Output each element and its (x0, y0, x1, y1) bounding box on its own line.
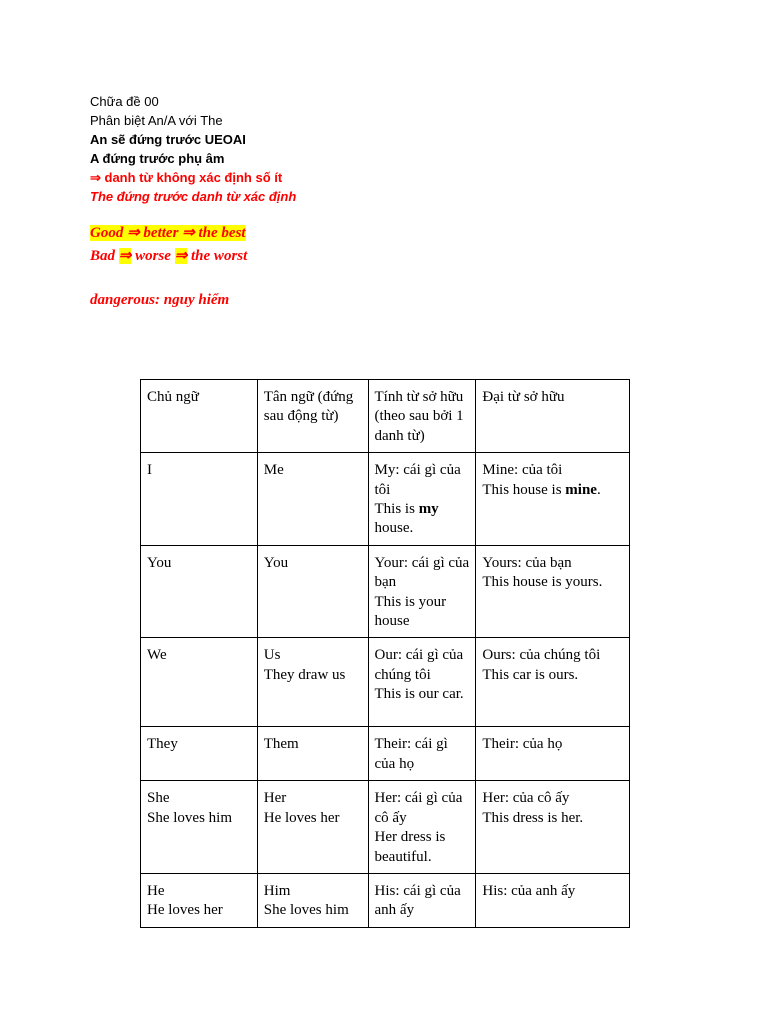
possessive-pronoun-cell-line: This dress is her. (482, 809, 584, 826)
object-cell (257, 453, 368, 546)
subject-cell-line: She loves him (147, 809, 232, 826)
subject-cell-line: They (147, 736, 178, 753)
possessive-adjective-cell-line: My: cái gì của tôi (374, 462, 461, 498)
notes-rule-an: An sẽ đứng trước UEOAI (90, 132, 246, 147)
possessive-adjective-cell (368, 873, 476, 927)
word-the-worst: the worst (191, 248, 248, 264)
possessive-pronoun-cell-line: Mine: của tôi (482, 462, 563, 479)
word-bad: Bad (90, 248, 116, 264)
possessive-adjective-cell-line: Her dress is beautiful. (374, 829, 446, 865)
subject-cell-line: He (147, 882, 165, 899)
possessive-pronoun-cell-line: This house is yours. (482, 574, 603, 591)
object-cell (257, 638, 368, 727)
arrow: ⇒ (174, 248, 188, 264)
possessive-adjective-cell-line: His: cái gì của anh ấy (374, 882, 461, 919)
comparison-good (90, 222, 690, 245)
object-cell-line: You (263, 554, 289, 571)
possessive-adjective-cell-line: Your: cái gì của bạn (374, 554, 470, 591)
table-row (141, 453, 630, 546)
object-cell-line: She loves him (263, 902, 349, 919)
word-worse: worse (135, 248, 171, 264)
possessive-pronoun-cell (476, 453, 630, 546)
subject-cell (141, 453, 258, 546)
possessive-adjective-cell (368, 545, 476, 638)
object-cell-line: They draw us (263, 666, 346, 683)
subject-cell (141, 781, 258, 874)
possessive-adjective-cell-line: This is our car. (374, 686, 464, 703)
object-cell-line: Me (263, 462, 284, 479)
comparison-bad (90, 245, 690, 268)
vocab-line: dangerous: nguy hiểm (90, 292, 230, 308)
notes-rule-indefinite: ⇒ danh từ không xác định số ít (90, 170, 283, 185)
table-header-row (141, 380, 630, 453)
word-better: better (143, 225, 179, 241)
header-cell: Chủ ngữ (141, 380, 258, 453)
possessive-pronoun-cell (476, 545, 630, 638)
possessive-adjective-cell-line: Her: cái gì của cô ấy (374, 790, 463, 826)
arrow: ⇒ (127, 225, 140, 241)
object-cell-line: He loves her (263, 809, 340, 826)
table-row (141, 873, 630, 927)
pronoun-table (140, 379, 630, 928)
possessive-adjective-cell-example: This is my house. (374, 501, 439, 537)
possessive-adjective-cell-emphasis: my (418, 501, 439, 518)
possessive-pronoun-cell-example: This house is mine. (482, 481, 601, 498)
subject-cell-line: She (147, 790, 170, 807)
object-cell-line: Her (263, 790, 287, 807)
object-cell (257, 873, 368, 927)
notes-title: Chữa đề 00 (90, 94, 159, 109)
notes-topic: Phân biệt An/A với The (90, 113, 223, 128)
possessive-adjective-cell (368, 727, 476, 781)
object-cell-line: Us (263, 647, 281, 664)
possessive-pronoun-cell (476, 873, 630, 927)
possessive-adjective-cell (368, 638, 476, 727)
table-row (141, 727, 630, 781)
notes-rule-the: The đứng trước danh từ xác định (90, 189, 297, 204)
subject-cell-line: We (147, 647, 167, 664)
possessive-pronoun-cell-line: His: của anh ấy (482, 882, 576, 899)
possessive-pronoun-cell-line: Their: của họ (482, 736, 563, 753)
table-row (141, 638, 630, 727)
header-cell: Tính từ sở hữu (theo sau bởi 1 danh từ) (368, 380, 476, 453)
arrow: ⇒ (182, 225, 195, 241)
notes-rule-a: A đứng trước phụ âm (90, 151, 225, 166)
possessive-pronoun-cell-line: Yours: của bạn (482, 554, 572, 571)
object-cell (257, 781, 368, 874)
possessive-pronoun-cell (476, 781, 630, 874)
possessive-pronoun-cell-line: This car is ours. (482, 666, 579, 683)
possessive-pronoun-cell-line: Ours: của chúng tôi (482, 647, 601, 664)
possessive-adjective-cell-line: This is your house (374, 593, 447, 630)
table-row (141, 781, 630, 874)
notes-section (90, 92, 690, 312)
possessive-pronoun-cell-emphasis: mine (565, 481, 597, 498)
subject-cell-line: I (147, 462, 152, 479)
possessive-adjective-cell (368, 453, 476, 546)
word-good: Good (90, 225, 124, 241)
possessive-pronoun-cell (476, 727, 630, 781)
subject-cell-line: He loves her (147, 902, 223, 919)
subject-cell (141, 727, 258, 781)
object-cell-line: Him (263, 882, 291, 899)
header-cell: Đại từ sở hữu (476, 380, 630, 453)
object-cell (257, 545, 368, 638)
header-cell: Tân ngữ (đứng sau động từ) (257, 380, 368, 453)
possessive-pronoun-cell (476, 638, 630, 727)
arrow: ⇒ (118, 248, 132, 264)
possessive-adjective-cell-line: Their: cái gì của họ (374, 736, 448, 772)
possessive-adjective-cell (368, 781, 476, 874)
subject-cell (141, 545, 258, 638)
subject-cell (141, 873, 258, 927)
word-the-best: the best (198, 225, 246, 241)
subject-cell (141, 638, 258, 727)
possessive-pronoun-cell-line: Her: của cô ấy (482, 790, 570, 807)
possessive-adjective-cell-line: Our: cái gì của chúng tôi (374, 647, 464, 683)
table-row (141, 545, 630, 638)
object-cell-line: Them (263, 736, 299, 753)
subject-cell-line: You (147, 554, 172, 571)
object-cell (257, 727, 368, 781)
